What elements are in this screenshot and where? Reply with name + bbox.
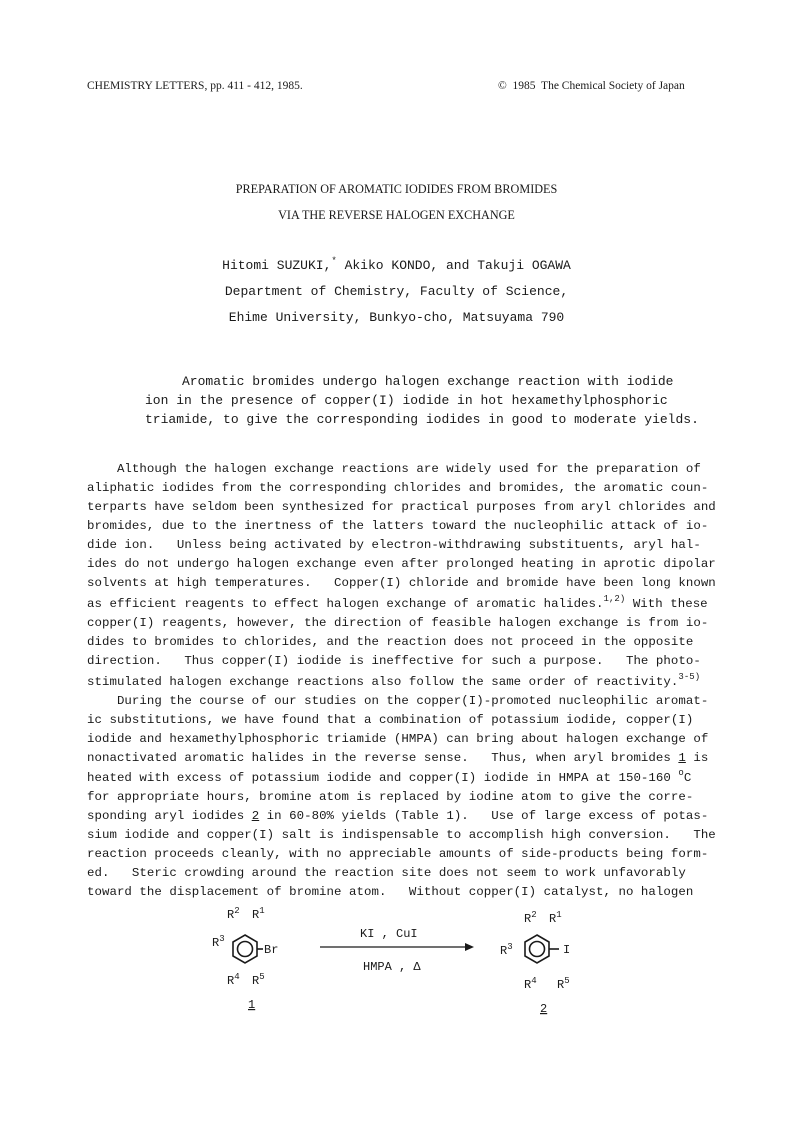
body-line: sium iodide and copper(I) salt is indispensable to accomplish high conversion. The xyxy=(87,828,716,842)
title-line-2: VIA THE REVERSE HALOGEN EXCHANGE xyxy=(278,208,515,222)
abstract-line-1: Aromatic bromides undergo halogen exchange reaction with iodide xyxy=(182,374,674,389)
right-r1-label: $R^1$ xyxy=(549,910,562,926)
right-substituent-labels xyxy=(500,910,570,1016)
left-r2-label: $R^2$ xyxy=(227,906,240,922)
reagents-label: KI , CuI xyxy=(360,927,418,941)
copyright-text: 1985 The Chemical Society of Japan xyxy=(512,80,685,92)
journal-citation: CHEMISTRY LETTERS, pp. 411 - 412, 1985. xyxy=(87,80,303,92)
body-text: nonactivated aromatic halides in the reverse sense. Thus, when aryl bromides xyxy=(87,751,679,765)
body-line xyxy=(87,672,701,689)
author-others: Akiko KONDO, and Takuji OGAWA xyxy=(336,258,571,273)
abstract-line-3: triamide, to give the corresponding iodides in good to moderate yields. xyxy=(145,412,699,427)
body-line: direction. Thus copper(I) iodide is ineffective for such a purpose. The photo- xyxy=(87,654,701,668)
citation-ref: 3-5) xyxy=(678,672,701,682)
body-line xyxy=(87,768,692,785)
body-line: for appropriate hours, bromine atom is replaced by iodine atom to give the corre- xyxy=(87,790,694,804)
compound-2-label: 2 xyxy=(540,1002,548,1016)
body-line: ides do not undergo halogen exchange even after prolonged heating in aprotic dipolar xyxy=(87,557,716,571)
body-line xyxy=(87,809,708,823)
citation-ref: 1,2) xyxy=(603,594,626,604)
body-text: in 60-80% yields (Table 1). Use of large excess of potas- xyxy=(259,809,709,823)
compound-number: 1 xyxy=(678,751,686,765)
body-text: With these xyxy=(625,597,708,611)
copyright-line xyxy=(498,80,685,92)
degree-symbol: o xyxy=(678,768,684,778)
reaction-arrow xyxy=(320,927,474,974)
author-line xyxy=(0,258,793,273)
body-line: Although the halogen exchange reactions are widely used for the preparation of xyxy=(87,462,701,476)
reaction-scheme xyxy=(195,900,595,1025)
compound-1-label: 1 xyxy=(248,998,256,1012)
right-r4-label: $R^4$ xyxy=(524,976,537,992)
left-r4-label: $R^4$ xyxy=(227,972,240,988)
left-r3-label: $R^3$ xyxy=(212,934,225,950)
body-line: toward the displacement of bromine atom. Without copper(I) catalyst, no halogen xyxy=(87,885,694,899)
body-text: C xyxy=(683,771,692,785)
body-line xyxy=(87,751,708,765)
body-text: sponding aryl iodides xyxy=(87,809,252,823)
body-text: is xyxy=(685,751,709,765)
bromine-label: Br xyxy=(264,943,279,957)
corresponding-asterisk: * xyxy=(331,256,337,266)
body-line: dide ion. Unless being activated by electron-withdrawing substituents, aryl hal- xyxy=(87,538,701,552)
copyright-symbol: © xyxy=(498,80,507,92)
aryl-bromide-structure xyxy=(233,935,263,963)
abstract-line-2: ion in the presence of copper(I) iodide in hot hexamethylphosphoric xyxy=(145,393,668,408)
author-suzuki: Hitomi SUZUKI, xyxy=(222,258,332,273)
left-substituent-labels xyxy=(212,906,278,1012)
compound-number: 2 xyxy=(251,809,260,823)
right-r3-label: $R^3$ xyxy=(500,942,513,958)
right-r5-label: $R^5$ xyxy=(557,976,570,992)
body-line: terparts have seldom been synthesized for practical purposes from aryl chlorides and xyxy=(87,500,716,514)
left-r5-label: $R^5$ xyxy=(252,972,265,988)
body-line: reaction proceeds cleanly, with no appreciable amounts of side-products being form- xyxy=(87,847,709,861)
body-line: bromides, due to the inertness of the latters toward the nucleophilic attack of io- xyxy=(87,519,709,533)
right-r2-label: $R^2$ xyxy=(524,910,537,926)
body-line: copper(I) reagents, however, the direction of feasible halogen exchange is from io- xyxy=(87,616,709,630)
body-text: heated with excess of potassium iodide and copper(I) iodide in HMPA at 150-160 xyxy=(87,771,679,785)
iodine-label: I xyxy=(563,943,571,957)
body-line: ic substitutions, we have found that a combination of potassium iodide, copper(I) xyxy=(87,713,694,727)
body-line: ed. Steric crowding around the reaction site does not seem to work unfavorably xyxy=(87,866,686,880)
body-text: as efficient reagents to effect halogen exchange of aromatic halides. xyxy=(87,597,604,611)
body-line: aliphatic iodides from the corresponding chlorides and bromides, the aromatic coun- xyxy=(87,481,709,495)
affiliation-line-1: Department of Chemistry, Faculty of Science, xyxy=(224,284,569,299)
body-line: During the course of our studies on the copper(I)-promoted nucleophilic aromat- xyxy=(87,694,709,708)
aryl-iodide-structure xyxy=(525,935,559,963)
body-line: dides to bromides to chlorides, and the reaction does not proceed in the opposite xyxy=(87,635,694,649)
conditions-label: HMPA , Δ xyxy=(363,960,421,974)
body-line xyxy=(87,594,708,611)
left-r1-label: $R^1$ xyxy=(252,906,265,922)
body-line: solvents at high temperatures. Copper(I) chloride and bromide have been long known xyxy=(87,576,716,590)
affiliation-line-2: Ehime University, Bunkyo-cho, Matsuyama 790 xyxy=(228,310,565,325)
body-text: stimulated halogen exchange reactions also follow the same order of reactivity. xyxy=(87,675,679,689)
body-line: iodide and hexamethylphosphoric triamide (HMPA) can bring about halogen exchange of xyxy=(87,732,709,746)
title-line-1: PREPARATION OF AROMATIC IODIDES FROM BROMIDES xyxy=(235,182,558,196)
